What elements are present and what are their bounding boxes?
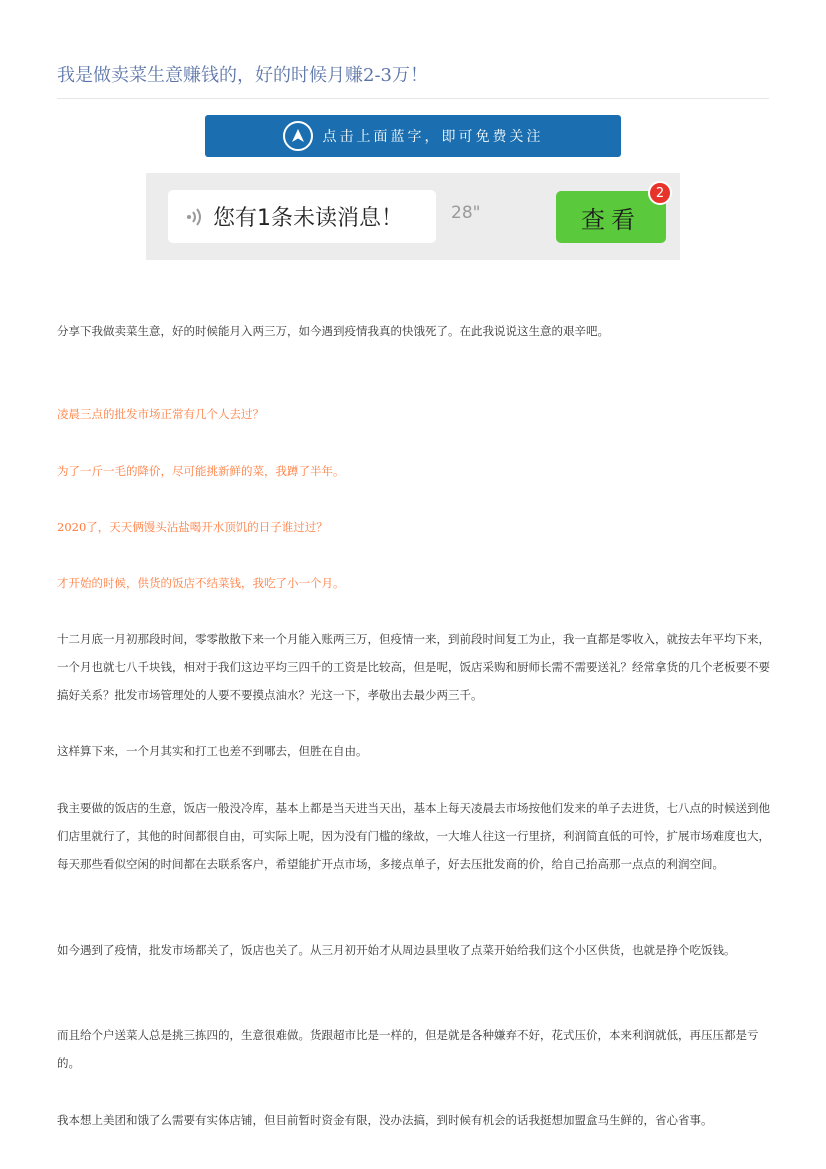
paragraph-highlight: 才开始的时候，供货的饭店不结菜钱，我吃了小一个月。 bbox=[57, 576, 345, 590]
unread-count-badge: 2 bbox=[648, 181, 672, 205]
sound-wave-icon bbox=[185, 206, 205, 228]
title-divider bbox=[57, 98, 769, 99]
voice-message-bubble[interactable] bbox=[168, 190, 436, 243]
voice-duration: 28" bbox=[451, 203, 481, 223]
paragraph-body: 我主要做的饭店的生意，饭店一般没冷库，基本上都是当天进当天出，基本上每天凌晨去市场按他们发来的单子去进货，七八点的时候送到他们店里就行了，其他的时间都很自由，可实际上呢，因为没有门槛的缘故，一大堆人往这一行里挤，利润简直低的可怜，扩展市场难度也大，每天那些看似空闲的时间都在去联系客户，希望能扩开点市场，多接点单子，好去压批发商的价，给自己抬高那一点点的利润空间。 bbox=[57, 801, 770, 871]
paragraph-highlight: 2020了，天天俩馒头沾盐喝开水顶饥的日子谁过过？ bbox=[57, 520, 328, 534]
follow-banner-text: 点击上面蓝字，即可免费关注 bbox=[322, 129, 544, 145]
paragraph-body: 十二月底一月初那段时间，零零散散下来一个月能入账两三万，但疫情一来，到前段时间复工为止，我一直都是零收入，就按去年平均下来，一个月也就七八千块钱，相对于我们这边平均三四千的工资是比较高，但是呢，饭店采购和厨师长需不需要送礼？经常拿货的几个老板要不要搞好关系？批发市场管理处的人要不要摸点油水？光这一下，孝敬出去最少两三千。 bbox=[57, 632, 770, 702]
paragraph-intro: 分享下我做卖菜生意，好的时候能月入两三万，如今遇到疫情我真的快饿死了。在此我说说这生意的艰辛吧。 bbox=[57, 324, 609, 338]
paragraph-body: 这样算下来，一个月其实和打工也差不到哪去，但胜在自由。 bbox=[57, 744, 368, 758]
paragraph-highlight: 凌晨三点的批发市场正常有几个人去过？ bbox=[57, 407, 264, 421]
paragraph-body: 而且给个户送菜人总是挑三拣四的，生意很难做。货跟超市比是一样的，但是就是各种嫌弃不好，花式压价，本来利润就低，再压压都是亏的。 bbox=[57, 1028, 759, 1070]
unread-message-text: 您有1条未读消息！ bbox=[213, 206, 403, 231]
paragraph-body: 如今遇到了疫情，批发市场都关了，饭店也关了。从三月初开始才从周边县里收了点菜开始给我们这个小区供货，也就是挣个吃饭钱。 bbox=[57, 943, 736, 957]
paragraph-body: 我本想上美团和饿了么需要有实体店铺，但目前暂时资金有限，没办法搞，到时候有机会的话我挺想加盟盒马生鲜的，省心省事。 bbox=[57, 1113, 713, 1127]
navigation-arrow-icon bbox=[283, 121, 313, 151]
view-button[interactable]: 查看 bbox=[556, 191, 666, 243]
paragraph-highlight: 为了一斤一毛的降价，尽可能挑新鲜的菜，我蹲了半年。 bbox=[57, 464, 345, 478]
follow-banner[interactable] bbox=[205, 115, 621, 157]
article-title: 我是做卖菜生意赚钱的，好的时候月赚2-3万！ bbox=[57, 65, 428, 86]
unread-message-banner[interactable] bbox=[146, 173, 680, 260]
